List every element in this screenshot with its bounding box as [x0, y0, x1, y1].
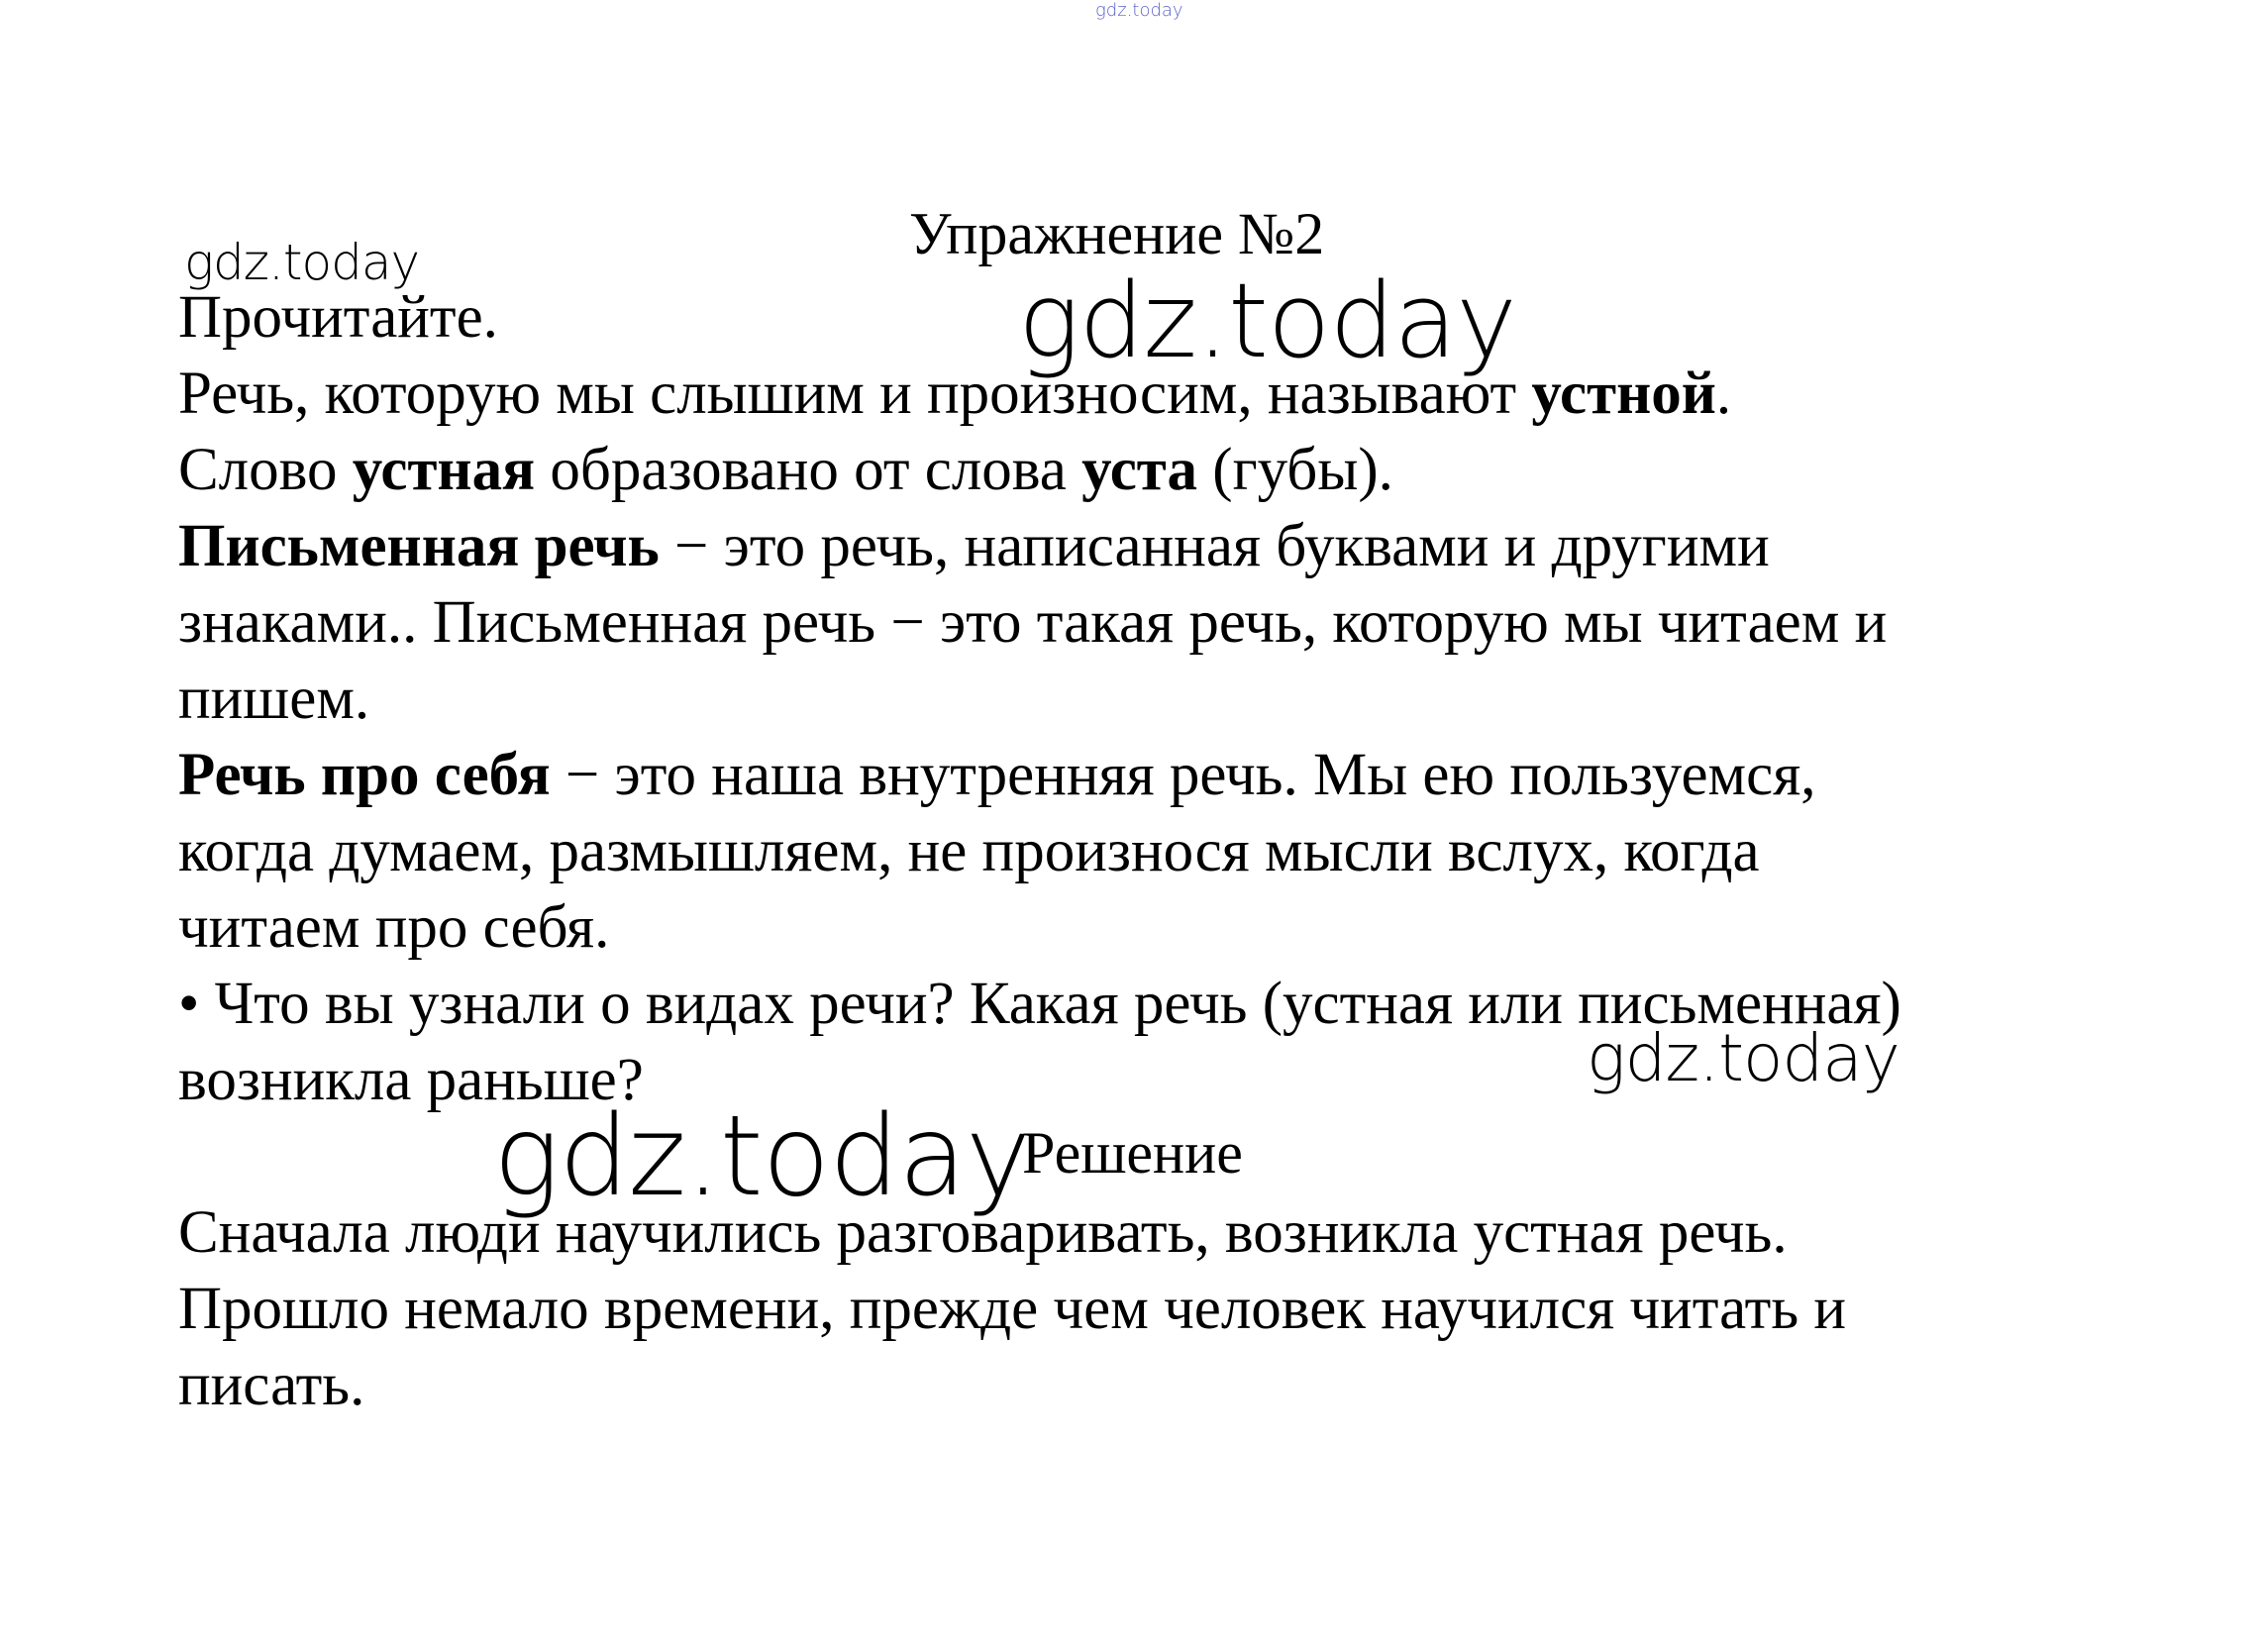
- task-line-4: Письменная речь − это речь, написанная буквами и другими: [178, 513, 1770, 579]
- task-text: [178, 279, 2169, 1118]
- exercise-title: Упражнение №2: [909, 201, 1325, 266]
- task-line-8: когда думаем, размышляем, не произнося мысли вслух, когда: [178, 818, 1760, 884]
- task-line-2: Речь, которую мы слышим и произносим, называют устной.: [178, 361, 1732, 427]
- task-line-9: читаем про себя.: [178, 894, 610, 961]
- watermark-large-bottom: gdz.today: [493, 1092, 1031, 1221]
- solution-line-3: писать.: [178, 1352, 365, 1418]
- solution-title: Решение: [1022, 1120, 1243, 1186]
- watermark-large-top: gdz.today: [1018, 260, 1516, 381]
- task-line-6: пишем.: [178, 666, 370, 732]
- watermark-small-left: gdz.today: [184, 234, 420, 291]
- task-line-1: Прочитайте.: [178, 284, 498, 351]
- watermark-medium-right: gdz.today: [1587, 1020, 1900, 1096]
- solution-text: [178, 1194, 2169, 1423]
- watermark-top: gdz.today: [1095, 0, 1183, 21]
- solution-line-2: Прошло немало времени, прежде чем человек научился читать и: [178, 1276, 1847, 1342]
- solution-line-1: Сначала люди научились разговаривать, возникла устная речь.: [178, 1199, 1788, 1266]
- task-line-7: Речь про себя − это наша внутренняя речь. Мы ею пользуемся,: [178, 742, 1816, 808]
- task-question-2: возникла раньше?: [178, 1047, 644, 1113]
- task-line-5: знаками.. Письменная речь − это такая речь, которую мы читаем и: [178, 589, 1888, 656]
- task-line-3: Слово устная образовано от слова уста (губы).: [178, 437, 1393, 503]
- task-question-1: • Что вы узнали о видах речи? Какая речь (устная или письменная): [178, 971, 1901, 1037]
